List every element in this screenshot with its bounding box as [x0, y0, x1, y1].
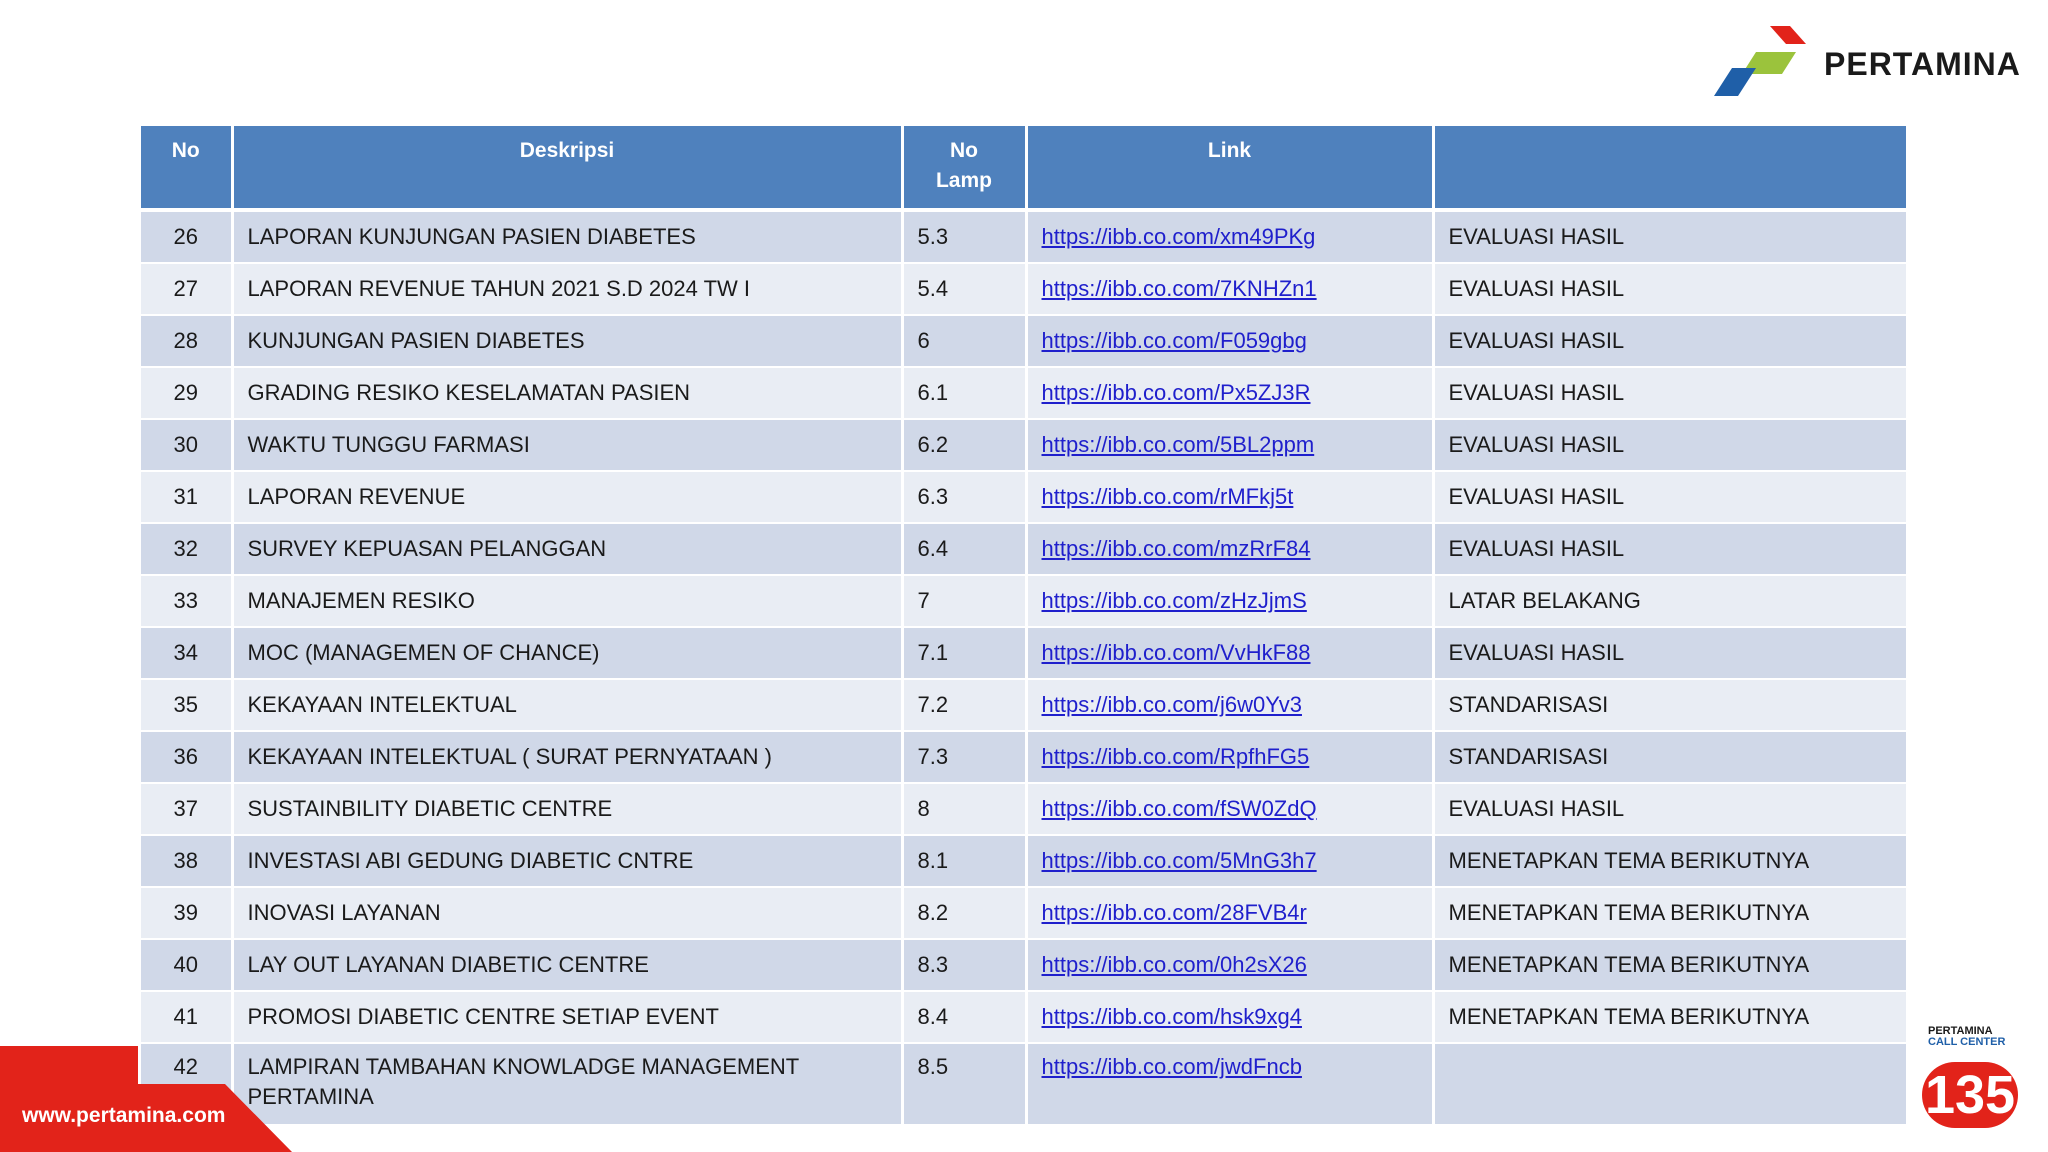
table-row: [141, 523, 1906, 575]
table-header-row: [141, 126, 1906, 210]
cell-no-lamp: 6.3: [902, 471, 1026, 523]
row-link[interactable]: https://ibb.co.com/F059gbg: [1041, 328, 1307, 353]
row-link[interactable]: https://ibb.co.com/mzRrF84: [1041, 536, 1311, 561]
cell-deskripsi: SUSTAINBILITY DIABETIC CENTRE: [232, 783, 902, 835]
cell-no-lamp: 5.3: [902, 210, 1026, 263]
cell-deskripsi: LAY OUT LAYANAN DIABETIC CENTRE: [232, 939, 902, 991]
cell-deskripsi: INOVASI LAYANAN: [232, 887, 902, 939]
cell-no-lamp: 8.3: [902, 939, 1026, 991]
call-center-badge-caption: [1928, 1026, 2005, 1048]
cell-deskripsi: MOC (MANAGEMEN OF CHANCE): [232, 627, 902, 679]
row-link[interactable]: https://ibb.co.com/5BL2ppm: [1041, 432, 1315, 457]
cell-keterangan: EVALUASI HASIL: [1433, 523, 1906, 575]
header-deskripsi: Deskripsi: [232, 126, 902, 210]
cell-no-lamp: 6.4: [902, 523, 1026, 575]
lampiran-table: [141, 126, 1906, 1126]
row-link[interactable]: https://ibb.co.com/RpfhFG5: [1041, 744, 1310, 769]
table-row: [141, 315, 1906, 367]
row-link[interactable]: https://ibb.co.com/jwdFncb: [1041, 1054, 1302, 1079]
cell-link: [1026, 991, 1433, 1043]
cell-no: 38: [141, 835, 232, 887]
row-link[interactable]: https://ibb.co.com/zHzJjmS: [1041, 588, 1307, 613]
cell-link: [1026, 627, 1433, 679]
cell-no-lamp: 6.2: [902, 419, 1026, 471]
cell-keterangan: EVALUASI HASIL: [1433, 627, 1906, 679]
row-link[interactable]: https://ibb.co.com/rMFkj5t: [1041, 484, 1294, 509]
table-row: [141, 991, 1906, 1043]
cell-no: 36: [141, 731, 232, 783]
cell-keterangan: [1433, 1043, 1906, 1125]
cell-deskripsi: LAMPIRAN TAMBAHAN KNOWLADGE MANAGEMENT PERTAMINA: [232, 1043, 902, 1125]
cell-link: [1026, 731, 1433, 783]
cell-no: 39: [141, 887, 232, 939]
cell-deskripsi: KEKAYAAN INTELEKTUAL ( SURAT PERNYATAAN ): [232, 731, 902, 783]
header-no-lamp-line2: Lamp: [935, 169, 992, 192]
cell-no-lamp: 8.1: [902, 835, 1026, 887]
row-link[interactable]: https://ibb.co.com/0h2sX26: [1041, 952, 1307, 977]
cell-no: 42: [141, 1043, 232, 1125]
cell-link: [1026, 315, 1433, 367]
lampiran-table-wrapper: [141, 126, 1906, 1126]
table-row: [141, 263, 1906, 315]
cell-link: [1026, 887, 1433, 939]
cell-keterangan: MENETAPKAN TEMA BERIKUTNYA: [1433, 887, 1906, 939]
cell-no: 40: [141, 939, 232, 991]
cell-deskripsi: LAPORAN REVENUE TAHUN 2021 S.D 2024 TW I: [232, 263, 902, 315]
cell-no: 29: [141, 367, 232, 419]
cell-link: [1026, 835, 1433, 887]
cell-no: 28: [141, 315, 232, 367]
pertamina-logo: [1712, 22, 2022, 100]
cell-no: 26: [141, 210, 232, 263]
cell-keterangan: STANDARISASI: [1433, 731, 1906, 783]
table-row: [141, 627, 1906, 679]
cell-no-lamp: 7: [902, 575, 1026, 627]
cell-deskripsi: KEKAYAAN INTELEKTUAL: [232, 679, 902, 731]
row-link[interactable]: https://ibb.co.com/j6w0Yv3: [1041, 692, 1302, 717]
cell-keterangan: EVALUASI HASIL: [1433, 315, 1906, 367]
cell-link: [1026, 367, 1433, 419]
cell-link: [1026, 263, 1433, 315]
cell-keterangan: MENETAPKAN TEMA BERIKUTNYA: [1433, 939, 1906, 991]
cell-keterangan: EVALUASI HASIL: [1433, 367, 1906, 419]
cell-keterangan: EVALUASI HASIL: [1433, 783, 1906, 835]
table-row: [141, 210, 1906, 263]
cell-keterangan: LATAR BELAKANG: [1433, 575, 1906, 627]
cell-deskripsi: GRADING RESIKO KESELAMATAN PASIEN: [232, 367, 902, 419]
cell-no: 30: [141, 419, 232, 471]
cell-keterangan: EVALUASI HASIL: [1433, 419, 1906, 471]
row-link[interactable]: https://ibb.co.com/7KNHZn1: [1041, 276, 1317, 301]
header-keterangan: [1433, 126, 1906, 210]
cell-no-lamp: 7.1: [902, 627, 1026, 679]
table-row: [141, 471, 1906, 523]
header-no-lamp: [902, 126, 1026, 210]
cell-no-lamp: 6.1: [902, 367, 1026, 419]
cell-deskripsi: PROMOSI DIABETIC CENTRE SETIAP EVENT: [232, 991, 902, 1043]
cell-no-lamp: 6: [902, 315, 1026, 367]
row-link[interactable]: https://ibb.co.com/28FVB4r: [1041, 900, 1307, 925]
call-center-brand: PERTAMINA: [1928, 1025, 1993, 1037]
cell-no: 27: [141, 263, 232, 315]
row-link[interactable]: https://ibb.co.com/VvHkF88: [1041, 640, 1311, 665]
cell-link: [1026, 1043, 1433, 1125]
cell-no: 34: [141, 627, 232, 679]
cell-no-lamp: 8.2: [902, 887, 1026, 939]
cell-deskripsi: WAKTU TUNGGU FARMASI: [232, 419, 902, 471]
table-row: [141, 419, 1906, 471]
table-body: [141, 210, 1906, 1125]
cell-deskripsi: LAPORAN KUNJUNGAN PASIEN DIABETES: [232, 210, 902, 263]
cell-no: 37: [141, 783, 232, 835]
header-no-lamp-line1: No: [950, 139, 978, 162]
table-row: [141, 783, 1906, 835]
cell-no-lamp: 7.3: [902, 731, 1026, 783]
cell-keterangan: EVALUASI HASIL: [1433, 471, 1906, 523]
cell-link: [1026, 471, 1433, 523]
pertamina-logo-text: PERTAMINA: [1824, 46, 2021, 82]
cell-deskripsi: LAPORAN REVENUE: [232, 471, 902, 523]
call-center-label: CALL CENTER: [1928, 1036, 2006, 1048]
header-link: Link: [1026, 126, 1433, 210]
row-link[interactable]: https://ibb.co.com/Px5ZJ3R: [1041, 380, 1311, 405]
cell-keterangan: EVALUASI HASIL: [1433, 210, 1906, 263]
cell-link: [1026, 783, 1433, 835]
header-no: No: [141, 126, 232, 210]
cell-link: [1026, 679, 1433, 731]
table-row: [141, 939, 1906, 991]
cell-no: 33: [141, 575, 232, 627]
row-link[interactable]: https://ibb.co.com/5MnG3h7: [1041, 848, 1317, 873]
cell-link: [1026, 939, 1433, 991]
footer-website-url: www.pertamina.com: [22, 1104, 226, 1127]
cell-no-lamp: 8.4: [902, 991, 1026, 1043]
pertamina-logo-icon: [1712, 22, 1812, 100]
table-row: [141, 835, 1906, 887]
row-link[interactable]: https://ibb.co.com/xm49PKg: [1041, 224, 1316, 249]
call-center-number: 135: [1922, 1062, 2018, 1128]
cell-no: 41: [141, 991, 232, 1043]
row-link[interactable]: https://ibb.co.com/hsk9xg4: [1041, 1004, 1302, 1029]
call-center-badge: [1920, 1022, 2030, 1132]
cell-no: 31: [141, 471, 232, 523]
cell-link: [1026, 523, 1433, 575]
cell-link: [1026, 419, 1433, 471]
cell-deskripsi: KUNJUNGAN PASIEN DIABETES: [232, 315, 902, 367]
cell-no: 35: [141, 679, 232, 731]
table-row: [141, 731, 1906, 783]
cell-deskripsi: MANAJEMEN RESIKO: [232, 575, 902, 627]
cell-keterangan: MENETAPKAN TEMA BERIKUTNYA: [1433, 835, 1906, 887]
table-row: [141, 1043, 1906, 1125]
cell-no-lamp: 7.2: [902, 679, 1026, 731]
cell-keterangan: EVALUASI HASIL: [1433, 263, 1906, 315]
cell-no: 32: [141, 523, 232, 575]
cell-no-lamp: 5.4: [902, 263, 1026, 315]
row-link[interactable]: https://ibb.co.com/fSW0ZdQ: [1041, 796, 1317, 821]
cell-no-lamp: 8: [902, 783, 1026, 835]
cell-no-lamp: 8.5: [902, 1043, 1026, 1125]
table-row: [141, 679, 1906, 731]
table-row: [141, 887, 1906, 939]
table-row: [141, 575, 1906, 627]
cell-deskripsi: SURVEY KEPUASAN PELANGGAN: [232, 523, 902, 575]
cell-deskripsi: INVESTASI ABI GEDUNG DIABETIC CNTRE: [232, 835, 902, 887]
cell-keterangan: STANDARISASI: [1433, 679, 1906, 731]
cell-keterangan: MENETAPKAN TEMA BERIKUTNYA: [1433, 991, 1906, 1043]
cell-link: [1026, 210, 1433, 263]
table-row: [141, 367, 1906, 419]
cell-link: [1026, 575, 1433, 627]
